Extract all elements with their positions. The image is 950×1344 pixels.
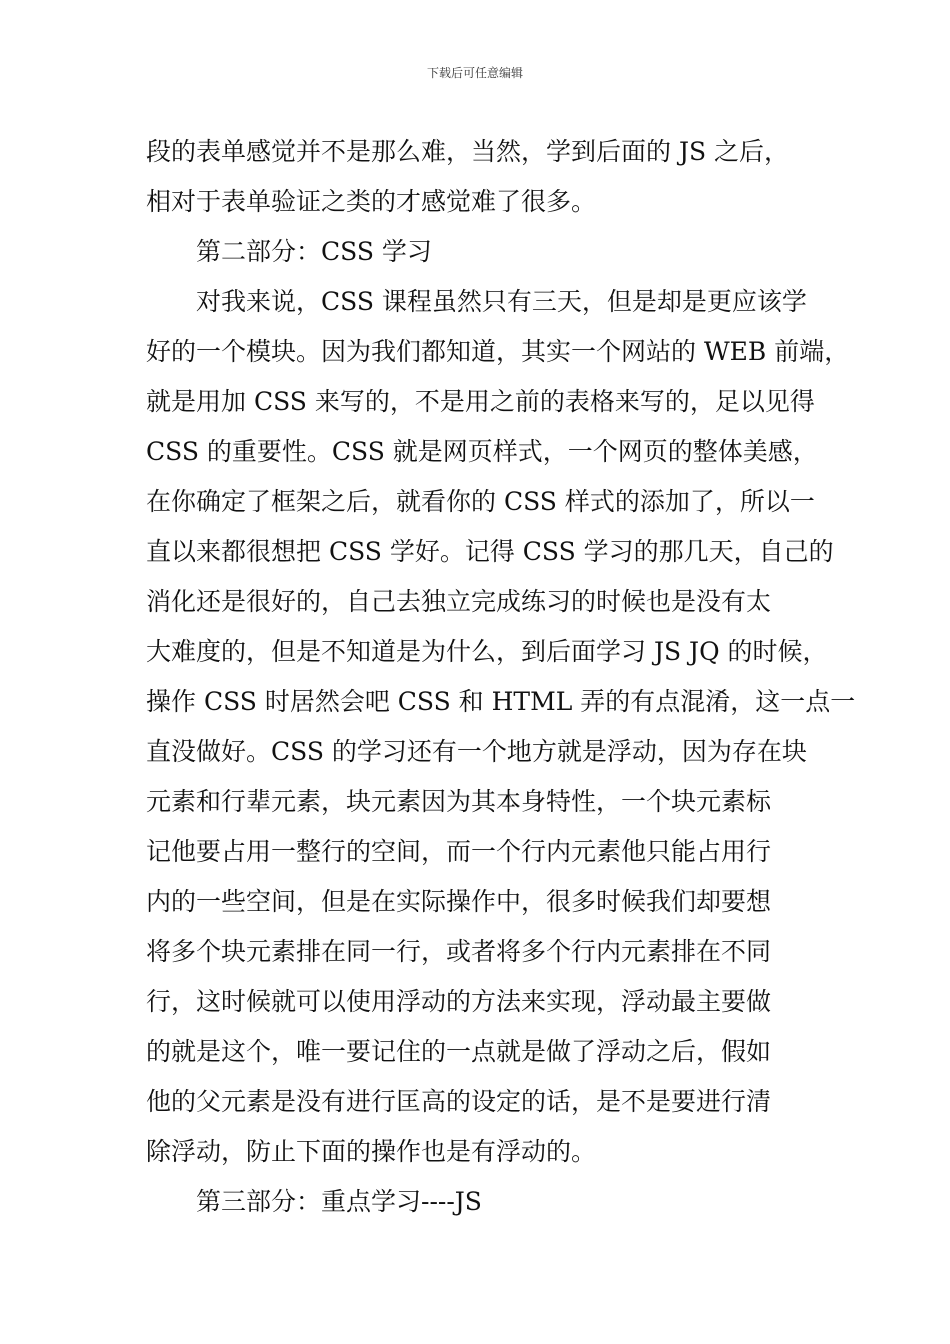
text-line: CSS 的重要性。CSS 就是网页样式，一个网页的整体美感， — [146, 437, 818, 466]
section-heading: 第二部分：CSS 学习 — [196, 237, 432, 266]
page-header: 下载后可任意编辑 — [426, 66, 523, 80]
text-line: 记他要占用一整行的空间，而一个行内元素他只能占用行 — [146, 837, 772, 866]
text-line: 就是用加 CSS 来写的，不是用之前的表格来写的，足以见得 — [146, 387, 815, 416]
text-line: 的就是这个，唯一要记住的一点就是做了浮动之后，假如 — [146, 1037, 772, 1066]
paragraph-start: 对我来说，CSS 课程虽然只有三天，但是却是更应该学 — [196, 287, 807, 316]
text-line: 在你确定了框架之后，就看你的 CSS 样式的添加了，所以一 — [146, 487, 815, 516]
text-line: 直没做好。CSS 的学习还有一个地方就是浮动，因为存在块 — [146, 737, 807, 766]
text-line: 消化还是很好的，自己去独立完成练习的时候也是没有太 — [146, 587, 772, 616]
text-line: 操作 CSS 时居然会吧 CSS 和 HTML 弄的有点混淆，这一点一 — [146, 687, 856, 716]
text-line: 内的一些空间，但是在实际操作中，很多时候我们却要想 — [146, 887, 772, 916]
text-line: 行，这时候就可以使用浮动的方法来实现，浮动最主要做 — [146, 987, 772, 1016]
text-line: 大难度的，但是不知道是为什么，到后面学习 JS JQ 的时候， — [146, 637, 828, 666]
document-body — [146, 127, 856, 1227]
text-line: 好的一个模块。因为我们都知道，其实一个网站的 WEB 前端， — [146, 337, 850, 366]
text-line: 除浮动，防止下面的操作也是有浮动的。 — [146, 1137, 597, 1166]
text-line: 将多个块元素排在同一行，或者将多个行内元素排在不同 — [146, 937, 772, 966]
text-line: 元素和行辈元素，块元素因为其本身特性，一个块元素标 — [146, 787, 772, 816]
text-line: 直以来都很想把 CSS 学好。记得 CSS 学习的那几天，自己的 — [146, 537, 834, 566]
section-heading: 第三部分：重点学习----JS — [196, 1187, 482, 1216]
text-line: 相对于表单验证之类的才感觉难了很多。 — [146, 187, 597, 216]
text-line: 他的父元素是没有进行匡高的设定的话，是不是要进行清 — [146, 1087, 772, 1116]
text-line: 段的表单感觉并不是那么难，当然，学到后面的 JS 之后， — [146, 137, 790, 166]
